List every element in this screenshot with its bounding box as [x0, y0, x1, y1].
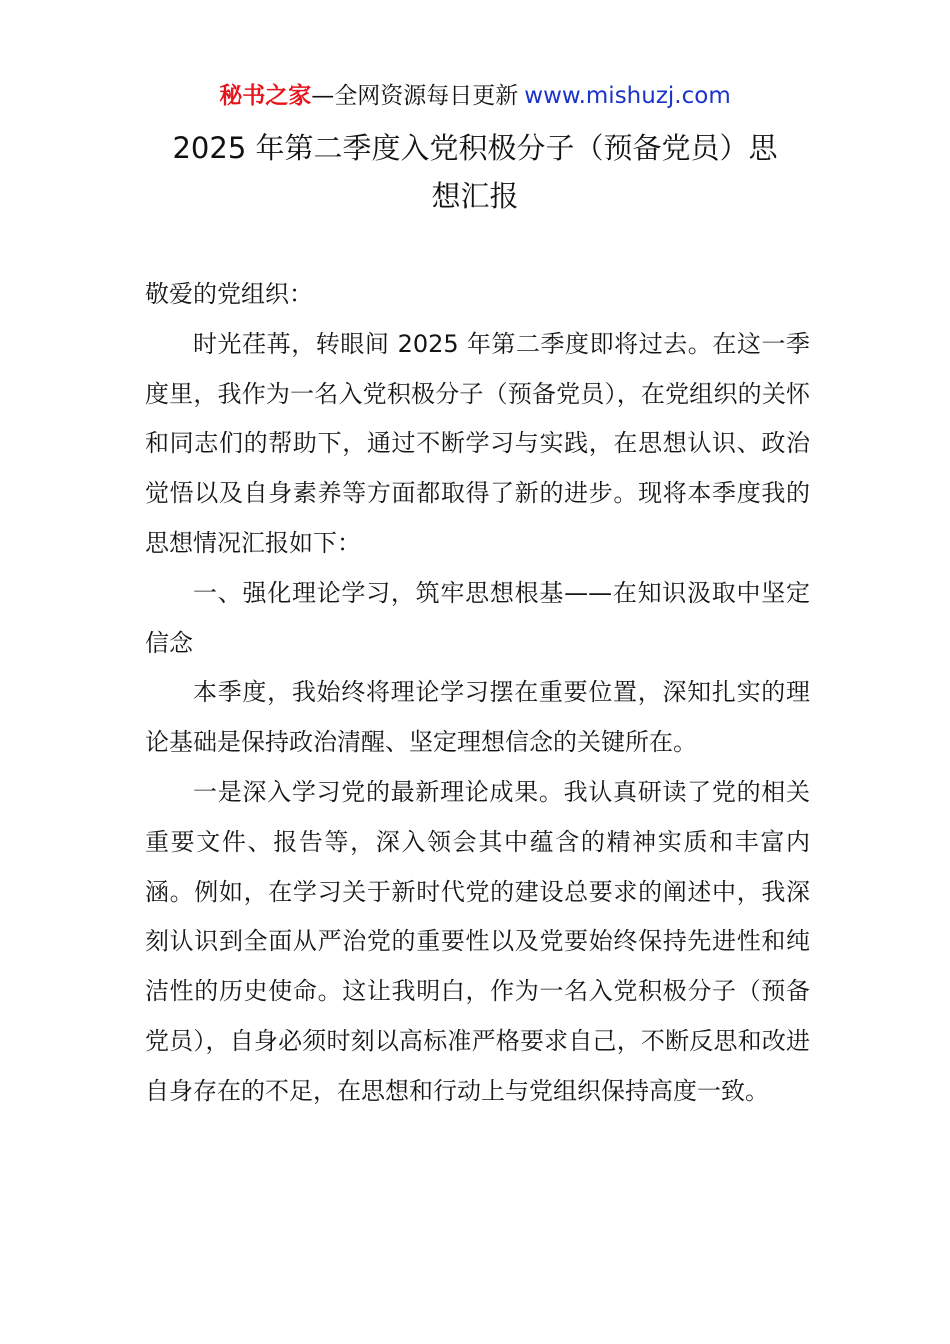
section-heading: 一、强化理论学习，筑牢思想根基——在知识汲取中坚定信念	[145, 578, 810, 657]
brand-name: 秘书之家	[219, 83, 312, 109]
document-body	[145, 270, 810, 1117]
salutation: 敬爱的党组织：	[145, 280, 313, 308]
header-tagline: —全网资源每日更新	[311, 83, 519, 109]
site-header	[0, 80, 950, 112]
title-line-2: 想汇报	[431, 179, 519, 213]
paragraph-intro: 时光荏苒，转眼间 2025 年第二季度即将过去。在这一季度里，我作为一名入党积极分子（预备党员），在党组织的关怀和同志们的帮助下，通过不断学习与实践，在思想认识、政治觉悟以及自身素养等方面都取得了新的进步。现将本季度我的思想情况汇报如下：	[145, 329, 810, 557]
site-url-link[interactable]: www.mishuzj.com	[524, 83, 731, 109]
document-title	[140, 124, 810, 220]
title-line-1: 2025 年第二季度入党积极分子（预备党员）思	[172, 131, 778, 165]
paragraph-point-one: 一是深入学习党的最新理论成果。我认真研读了党的相关重要文件、报告等，深入领会其中蕴含的精神实质和丰富内涵。例如，在学习关于新时代党的建设总要求的阐述中，我深刻认识到全面从严治党的重要性以及党要始终保持先进性和纯洁性的历史使命。这让我明白，作为一名入党积极分子（预备党员），自身必须时刻以高标准严格要求自己，不断反思和改进自身存在的不足，在思想和行动上与党组织保持高度一致。	[145, 777, 810, 1105]
paragraph-section-intro: 本季度，我始终将理论学习摆在重要位置，深知扎实的理论基础是保持政治清醒、坚定理想信念的关键所在。	[145, 678, 810, 757]
